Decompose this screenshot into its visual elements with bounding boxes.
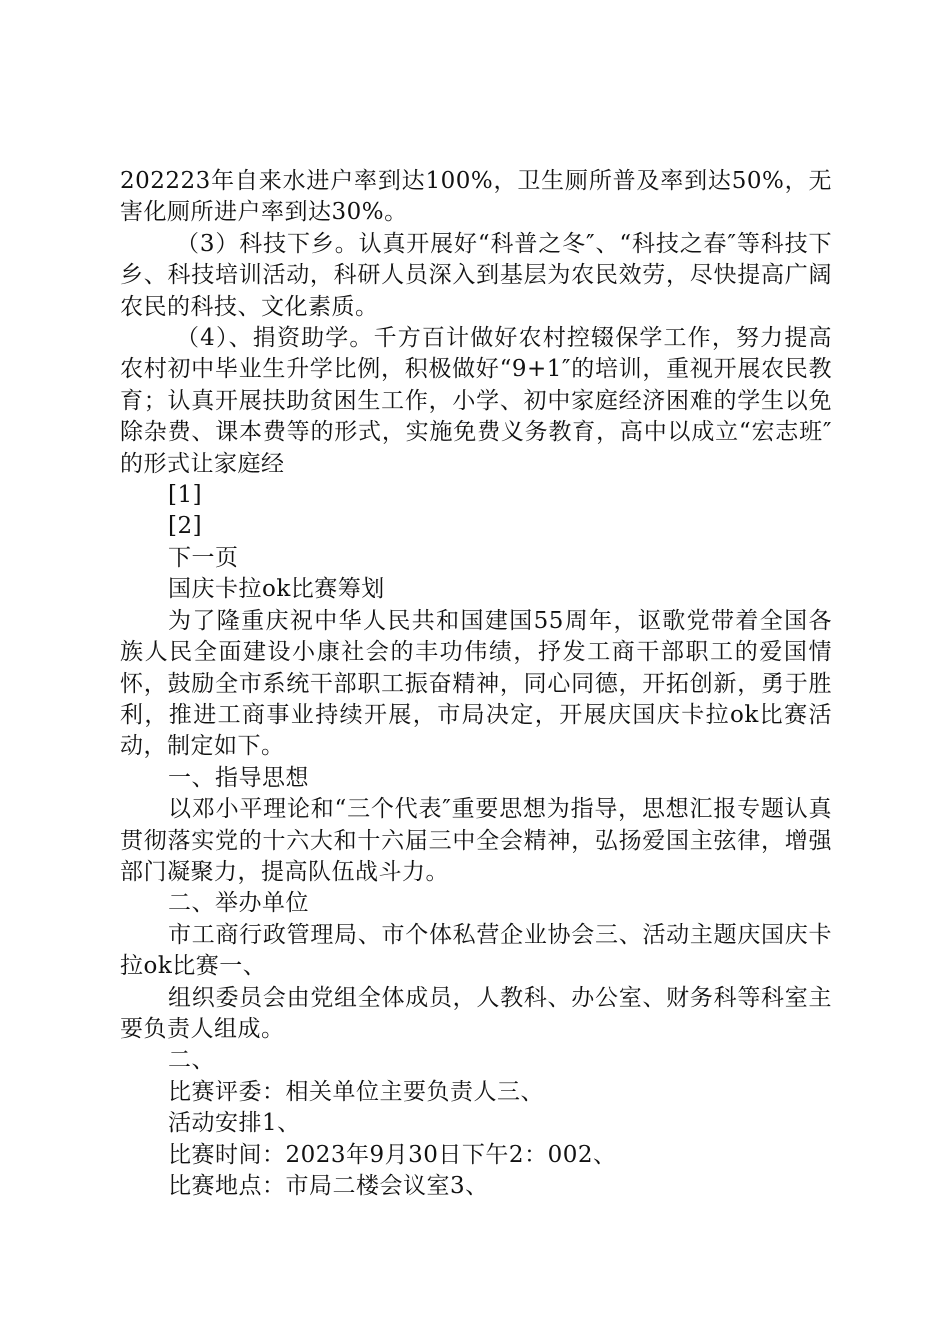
heading-two: 二、 [168, 1047, 215, 1074]
section-title: 国庆卡拉ok比赛筹划 [168, 576, 385, 603]
document-body [120, 166, 832, 1202]
paragraph-judges: 比赛评委：相关单位主要负责人三、 [168, 1078, 544, 1105]
paragraph-water-rates: 202223年自来水进户率到达100%，卫生厕所普及率到达50%，无害化厕所进户率到达30%。 [120, 168, 832, 226]
page-link-2: [2] [168, 513, 203, 540]
paragraph-time: 比赛时间：2023年9月30日下午2：002、 [168, 1141, 617, 1168]
paragraph-intro: 为了隆重庆祝中华人民共和国建国55周年，讴歌党带着全国各族人民全面建设小康社会的丰功伟绩，抒发工商干部职工的爱国情怀，鼓励全市系统干部职工振奋精神，同心同德，开拓创新，勇于胜利，推进工商事业持续开展，市局决定，开展庆国庆卡拉ok比赛活动，制定如下。 [120, 607, 832, 760]
page-link-1: [1] [168, 482, 203, 509]
paragraph-venue: 比赛地点：市局二楼会议室3、 [168, 1173, 489, 1199]
paragraph-organizer: 市工商行政管理局、市个体私营企业协会三、活动主题庆国庆卡拉ok比赛一、 [120, 921, 832, 980]
heading-organizer: 二、举办单位 [168, 890, 309, 917]
paragraph-donation-education: （4）、捐资助学。千方百计做好农村控辍保学工作，努力提高农村初中毕业生升学比例，积极做好“9+1″的培训，重视开展农民教育；认真开展扶助贫困生工作，小学、初中家庭经济困难的学生以免除杂费、课本费等的形式，实施免费义务教育，高中以成立“宏志班″的形式让家庭经 [120, 325, 832, 477]
paragraph-tech-to-countryside: （3）科技下乡。认真开展好“科普之冬″、“科技之春″等科技下乡、科技培训活动，科研人员深入到基层为农民效劳，尽快提高广阔农民的科技、文化素质。 [120, 230, 832, 320]
paragraph-schedule: 活动安排1、 [168, 1110, 301, 1137]
paragraph-guiding-thought: 以邓小平理论和“三个代表″重要思想为指导，思想汇报专题认真贯彻落实党的十六大和十六届三中全会精神，弘扬爱国主弦律，增强部门凝聚力，提高队伍战斗力。 [120, 796, 832, 885]
next-page-link: 下一页 [168, 544, 239, 571]
paragraph-committee: 组织委员会由党组全体成员，人教科、办公室、财务科等科室主要负责人组成。 [120, 984, 832, 1042]
heading-guiding-thought: 一、指导思想 [168, 764, 309, 791]
